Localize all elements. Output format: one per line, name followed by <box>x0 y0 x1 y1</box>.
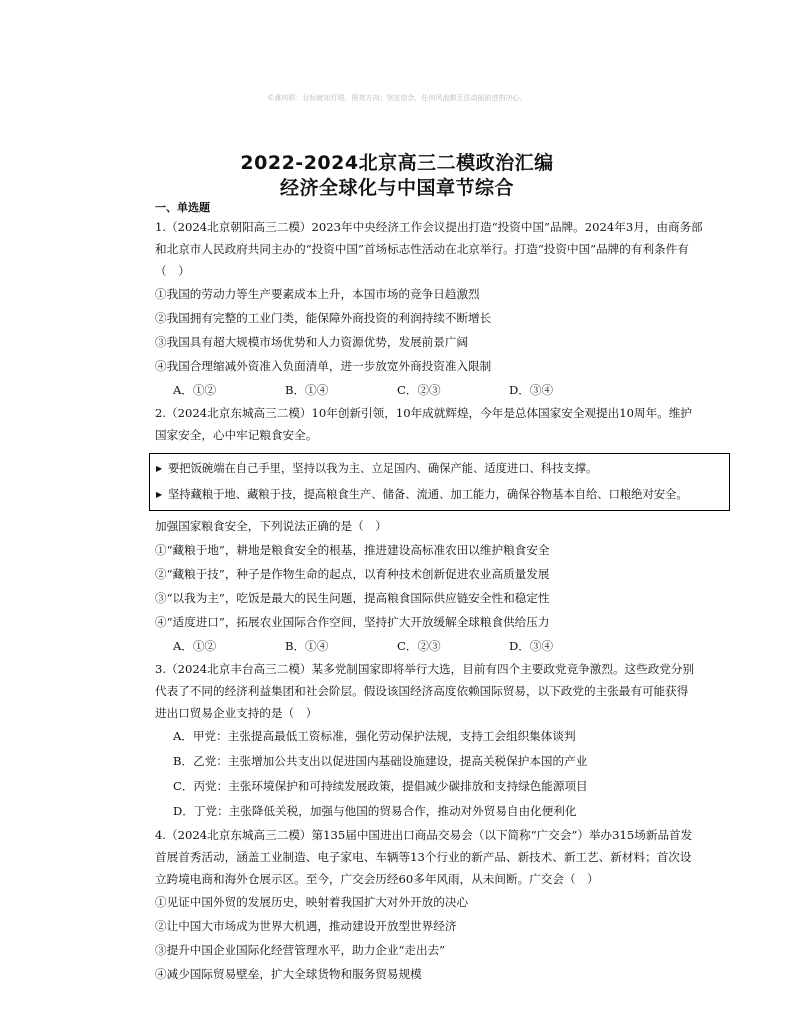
question-2 <box>155 402 720 658</box>
q1-choice-d[interactable]: D．③④ <box>509 383 554 397</box>
q2-choice-b[interactable]: B．①④ <box>285 639 329 653</box>
q2-choice-d[interactable]: D．③④ <box>509 639 554 653</box>
question-4 <box>155 824 720 986</box>
q2-question: 加强国家粮食安全，下列说法正确的是（ ） <box>155 519 387 533</box>
q4-option: ③提升中国企业国际化经营管理水平，助力企业“走出去” <box>155 943 446 957</box>
q2-stem-line: 国家安全，心中牢记粮食安全。 <box>155 428 318 442</box>
q2-choice-c[interactable]: C．②③ <box>397 639 441 653</box>
q3-stem-line: 3.（2024北京丰台高三二模）某多党制国家即将举行大选，目前有四个主要政党竞争激烈。这些政党分别 <box>155 662 695 676</box>
section-label: 一、单选题 <box>155 201 210 214</box>
q2-box-text: 要把饭碗端在自己手里，坚持以我为主、立足国内、确保产能、适度进口、科技支撑。 <box>168 462 598 475</box>
q1-option: ③我国具有超大规模市场优势和人力资源优势，发展前景广阔 <box>155 335 469 349</box>
q1-stem-line: 和北京市人民政府共同主办的“投资中国”首场标志性活动在北京举行。打造“投资中国”品牌的有利条件有 <box>155 242 689 256</box>
q2-option: ②“藏粮于技”，种子是作物生命的起点，以育种技术创新促进农业高质量发展 <box>155 567 550 581</box>
doc-title: 2022-2024北京高三二模政治汇编 <box>240 152 554 174</box>
q1-choice-c[interactable]: C．②③ <box>397 383 441 397</box>
q2-choice-a[interactable]: A．①② <box>173 639 217 653</box>
q3-stem-line: 进出口贸易企业支持的是（ ） <box>155 706 318 720</box>
document-body <box>155 200 720 986</box>
q1-choice-b[interactable]: B．①④ <box>285 383 329 397</box>
q4-stem-line: 4.（2024北京东城高三二模）第135届中国进出口商品交易会（以下简称“广交会”）举办315场新品首发 <box>155 828 693 842</box>
q2-box-text: 坚持藏粮于地、藏粮于技，提高粮食生产、储备、流通、加工能力，确保谷物基本自给、口粮绝对安全。 <box>168 488 688 501</box>
q3-option-d[interactable]: D．丁党：主张降低关税，加强与他国的贸易合作，推动对外贸易自由化便利化 <box>173 804 577 818</box>
q4-stem-line: 首展首秀活动，涵盖工业制造、电子家电、车辆等13个行业的新产品、新技术、新工艺、新材料；首次设 <box>155 850 692 864</box>
q4-option: ④减少国际贸易壁垒，扩大全球货物和服务贸易规模 <box>155 967 422 981</box>
q3-option-a[interactable]: A．甲党：主张提高最低工资标准，强化劳动保护法规，支持工会组织集体谈判 <box>173 729 576 743</box>
q1-choices <box>155 378 720 402</box>
triangle-bullet-icon: ▶ <box>156 490 163 499</box>
q2-stem-line: 2.（2024北京东城高三二模）10年创新引领，10年成就辉煌，今年是总体国家安全观提出10周年。维护 <box>155 406 692 420</box>
question-1 <box>155 216 720 402</box>
q1-stem-line: 1.（2024北京朝阳高三二模）2023年中央经济工作会议提出打造“投资中国”品牌。2024年3月，由商务部 <box>155 220 703 234</box>
watermark: ©潍坊联：目标就如灯塔，照亮方向；坚定信念，任何风浪都无法动摇前进的决心。 <box>267 94 527 102</box>
q1-option: ④我国合理缩减外资准入负面清单，进一步放宽外商投资准入限制 <box>155 359 492 373</box>
q1-stem-line: （ ） <box>155 264 190 278</box>
q2-option: ④“适度进口”，拓展农业国际合作空间，坚持扩大开放缓解全球粮食供给压力 <box>155 615 550 629</box>
q1-option: ②我国拥有完整的工业门类，能保障外商投资的利润持续不断增长 <box>155 311 492 325</box>
q4-stem-line: 立跨境电商和海外仓展示区。至今，广交会历经60多年风雨，从未间断。广交会（ ） <box>155 872 599 886</box>
q2-box-row <box>156 482 723 508</box>
q3-stem-line: 代表了不同的经济利益集团和社会阶层。假设该国经济高度依赖国际贸易，以下政党的主张最有可能获得 <box>155 684 689 698</box>
q1-option: ①我国的劳动力等生产要素成本上升，本国市场的竞争日趋激烈 <box>155 287 480 301</box>
doc-subtitle: 经济全球化与中国章节综合 <box>279 177 514 199</box>
q2-choices <box>155 634 720 658</box>
triangle-bullet-icon: ▶ <box>156 464 163 473</box>
q2-option: ③“以我为主”，吃饭是最大的民生问题，提高粮食国际供应链安全性和稳定性 <box>155 591 550 605</box>
q3-option-c[interactable]: C．丙党：主张环境保护和可持续发展政策，提倡减少碳排放和支持绿色能源项目 <box>173 779 588 793</box>
q4-option: ①见证中国外贸的发展历史，映射着我国扩大对外开放的决心 <box>155 895 469 909</box>
question-3 <box>155 658 720 824</box>
q2-option: ①“藏粮于地”，耕地是粮食安全的根基，推进建设高标准农田以维护粮食安全 <box>155 543 550 557</box>
q2-material-box <box>149 453 730 511</box>
q1-choice-a[interactable]: A．①② <box>173 383 217 397</box>
q2-box-row <box>156 456 723 482</box>
q4-option: ②让中国大市场成为世界大机遇，推动建设开放型世界经济 <box>155 919 457 933</box>
q3-option-b[interactable]: B．乙党：主张增加公共支出以促进国内基础设施建设，提高关税保护本国的产业 <box>173 754 588 768</box>
